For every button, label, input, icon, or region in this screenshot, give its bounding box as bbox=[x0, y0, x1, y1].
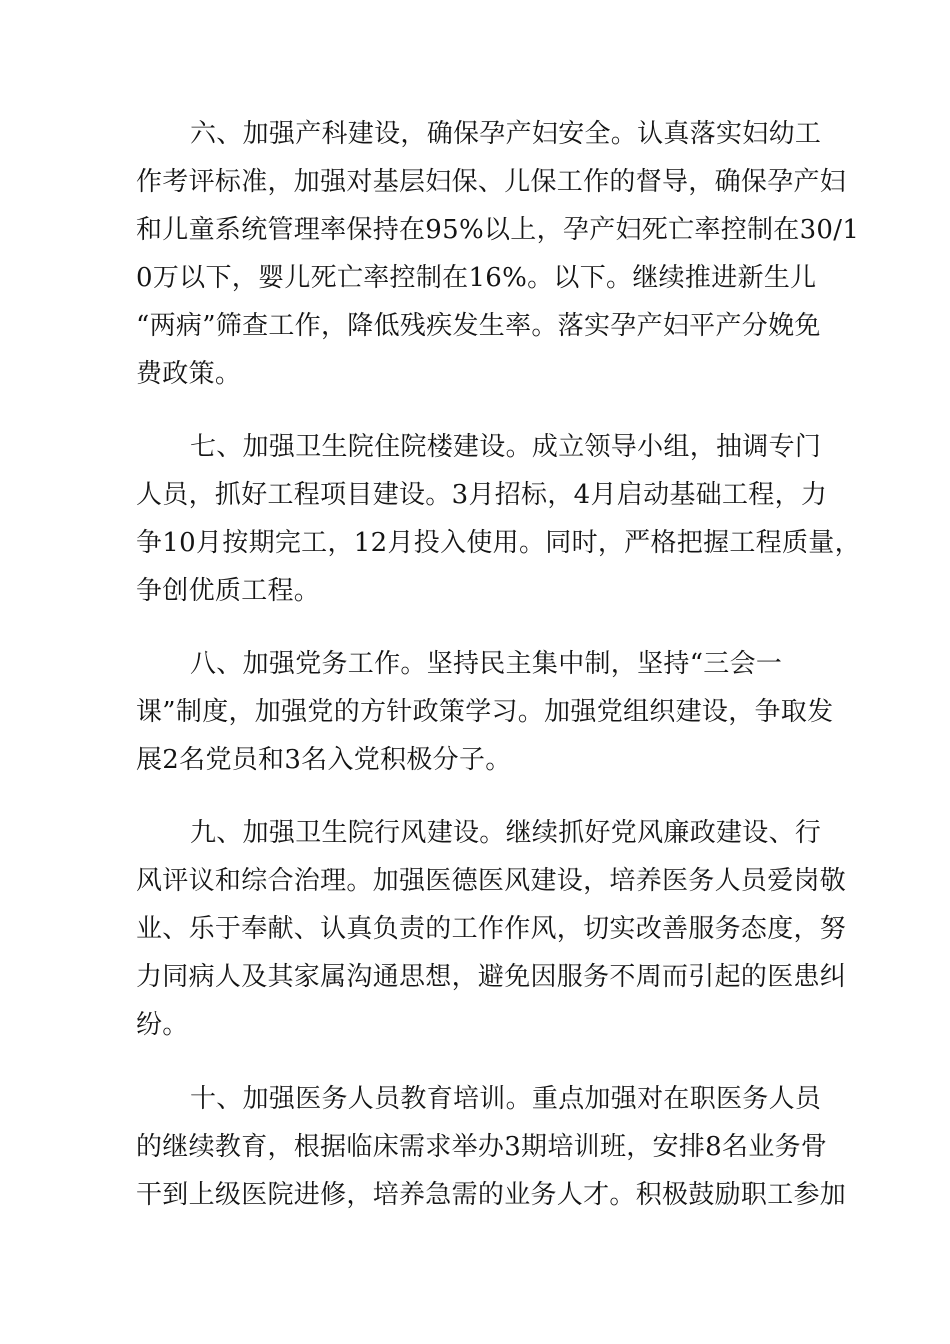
paragraph-line: 十、加强医务人员教育培训。重点加强对在职医务人员 bbox=[190, 1084, 822, 1114]
paragraph-line: 八、加强党务工作。坚持民主集中制，坚持“三会一 bbox=[190, 649, 783, 679]
paragraph-line: 九、加强卫生院行风建设。继续抓好党风廉政建设、行 bbox=[190, 818, 822, 848]
paragraph-line: “两病”筛查工作，降低残疾发生率。落实孕产妇平产分娩免 bbox=[136, 311, 821, 341]
paragraph-line: 争创优质工程。 bbox=[136, 576, 321, 606]
paragraph-line: 0万以下，婴儿死亡率控制在16%。以下。继续推进新生儿 bbox=[136, 263, 817, 293]
paragraph-line: 费政策。 bbox=[136, 359, 242, 389]
paragraph-line: 纷。 bbox=[136, 1010, 189, 1040]
paragraph-line: 业、乐于奉献、认真负责的工作作风，切实改善服务态度，努 bbox=[136, 914, 847, 944]
paragraph-line: 的继续教育，根据临床需求举办3期培训班，安排8名业务骨 bbox=[136, 1132, 828, 1162]
paragraph-line: 力同病人及其家属沟通思想，避免因服务不周而引起的医患纠 bbox=[136, 962, 847, 992]
paragraph-line: 争10月按期完工，12月投入使用。同时，严格把握工程质量， bbox=[136, 528, 861, 558]
paragraph-line: 风评议和综合治理。加强医德医风建设，培养医务人员爱岗敬 bbox=[136, 866, 847, 896]
paragraph-line: 展2名党员和3名入党积极分子。 bbox=[136, 745, 512, 775]
paragraph-line: 干到上级医院进修，培养急需的业务人才。积极鼓励职工参加 bbox=[136, 1180, 847, 1210]
paragraph-line: 六、加强产科建设，确保孕产妇安全。认真落实妇幼工 bbox=[190, 119, 822, 149]
paragraph-line: 课”制度，加强党的方针政策学习。加强党组织建设，争取发 bbox=[136, 697, 834, 727]
paragraph-line: 和儿童系统管理率保持在95%以上，孕产妇死亡率控制在30/1 bbox=[136, 215, 860, 245]
paragraph-line: 人员，抓好工程项目建设。3月招标，4月启动基础工程，力 bbox=[136, 480, 828, 510]
paragraph-line: 作考评标准，加强对基层妇保、儿保工作的督导，确保孕产妇 bbox=[136, 167, 847, 197]
paragraph-line: 七、加强卫生院住院楼建设。成立领导小组，抽调专门 bbox=[190, 432, 822, 462]
